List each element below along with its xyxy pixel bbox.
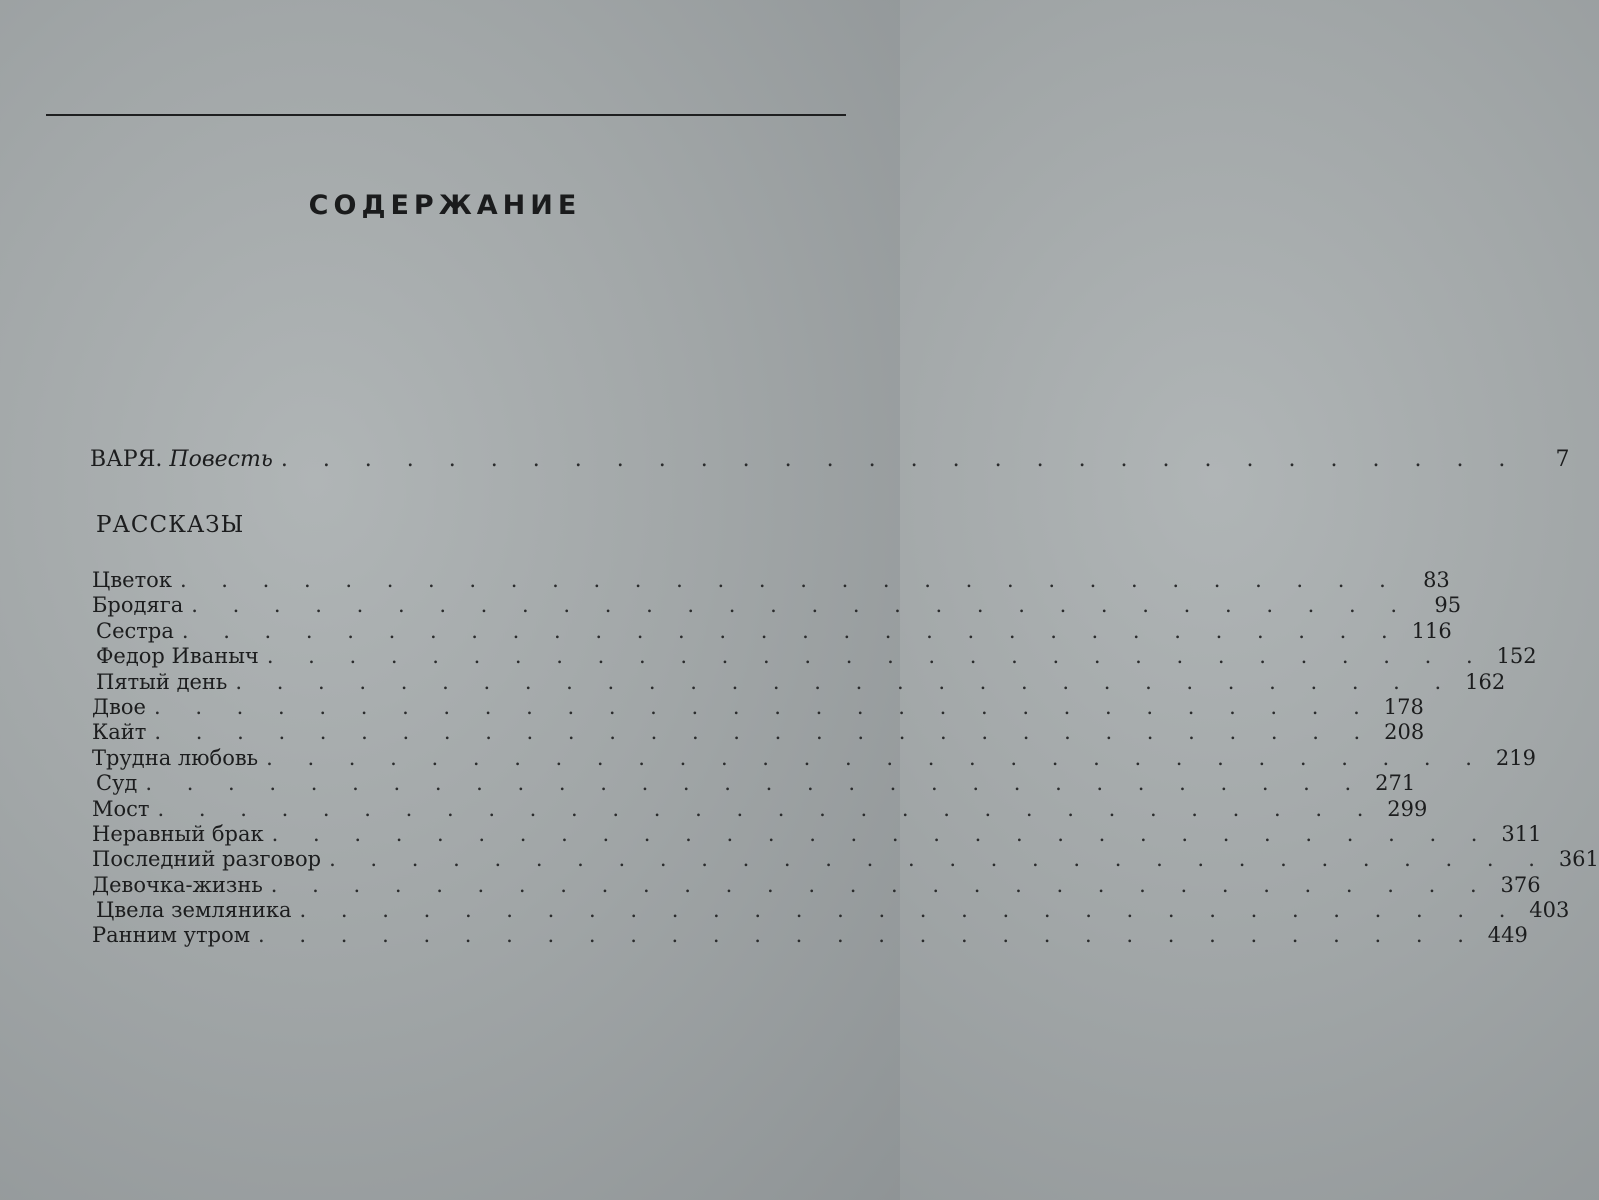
toc-entry-title: Федор Иваныч xyxy=(96,644,259,669)
toc-page-number: 219 xyxy=(1495,745,1536,770)
toc-page-number: 178 xyxy=(1383,694,1424,719)
toc-page-number: 376 xyxy=(1500,872,1541,897)
toc-entry-title: Цвела земляника xyxy=(96,898,292,923)
dot-leader: . . . . . . . . . . . . . . . . . . . . . . . . . . . . . . xyxy=(258,923,1478,948)
toc-page-number: 208 xyxy=(1384,720,1425,745)
toc-page-number: 311 xyxy=(1501,821,1542,846)
dot-leader: . . . . . . . . . . . . . . . . . . . . . . . . . . . . . . xyxy=(280,447,1520,472)
dot-leader: . . . . . . . . . . . . . . . . . . . . . . . . . . . . . . xyxy=(145,771,1366,796)
main-entry-subtitle: Повесть xyxy=(169,447,273,472)
dot-leader: . . . . . . . . . . . . . . . . . . . . . . . . . . . . . . xyxy=(191,593,1412,618)
dot-leader: . . . . . . . . . . . . . . . . . . . . . . . . . . . . . . xyxy=(157,796,1378,821)
toc-entry-title: Трудна любовь xyxy=(92,745,259,770)
toc-entry-title: Пятый день xyxy=(96,669,228,694)
main-entry-title: ВАРЯ. xyxy=(90,447,163,472)
toc-page-number: 271 xyxy=(1375,771,1416,796)
toc-entry-title: Ранним утром xyxy=(92,923,251,948)
toc-entry xyxy=(92,644,1537,669)
toc-entry-title: Кайт xyxy=(92,720,147,745)
page-title: СОДЕРЖАНИЕ xyxy=(308,190,582,221)
dot-leader: . . . . . . . . . . . . . . . . . . . . . . . . . . . . . . xyxy=(181,618,1402,643)
dot-leader: . . . . . . . . . . . . . . . . . . . . . . . . . . . . . . xyxy=(329,847,1549,872)
toc-page-number: 7 xyxy=(1555,447,1570,472)
dot-leader: . . . . . . . . . . . . . . . . . . . . . . . . . . . . . . xyxy=(270,872,1491,897)
toc-entry xyxy=(92,568,1450,593)
toc-page-number: 361 xyxy=(1558,847,1599,872)
dot-leader: . . . . . . . . . . . . . . . . . . . . . . . . . . . . . . xyxy=(153,694,1374,719)
toc-page-number: 299 xyxy=(1387,796,1428,821)
toc-entry-title xyxy=(90,446,281,474)
top-rule xyxy=(46,114,846,116)
toc-entry xyxy=(92,847,1599,872)
toc-entry-main xyxy=(90,446,1570,474)
dot-leader: . . . . . . . . . . . . . . . . . . . . . . . . . . . . . . xyxy=(154,720,1375,745)
toc-entry-title: Неравный брак xyxy=(92,821,264,846)
toc-story-list xyxy=(92,568,1599,949)
toc-entry xyxy=(92,898,1570,923)
toc-entry-title: Цветок xyxy=(92,568,172,592)
toc-entry xyxy=(92,821,1542,847)
section-heading: РАССКАЗЫ xyxy=(96,512,245,538)
toc-entry xyxy=(92,796,1428,822)
toc-entry xyxy=(92,669,1506,695)
toc-page-number: 83 xyxy=(1423,568,1450,592)
toc-entry-title: Бродяга xyxy=(92,593,184,618)
toc-page-number: 152 xyxy=(1496,644,1537,669)
dot-leader: . . . . . . . . . . . . . . . . . . . . . . . . . . . . . . xyxy=(266,644,1487,669)
toc-entry-title: Мост xyxy=(92,796,150,821)
toc-page-number: 449 xyxy=(1487,923,1528,948)
dot-leader: . . . . . . . . . . . . . . . . . . . . . . . . . . . . . . xyxy=(266,745,1486,770)
toc-entry-title: Суд xyxy=(96,771,138,796)
toc-entry xyxy=(92,694,1424,720)
toc-entry xyxy=(92,771,1416,796)
toc-entry-title: Сестра xyxy=(96,618,174,643)
toc-entry-title: Двое xyxy=(92,694,146,719)
toc-page-number: 403 xyxy=(1529,898,1570,923)
toc-entry xyxy=(92,872,1541,898)
toc-page-number: 95 xyxy=(1434,593,1462,618)
dot-leader: . . . . . . . . . . . . . . . . . . . . . . . . . . . . . . xyxy=(271,821,1492,846)
dot-leader: . . . . . . . . . . . . . . . . . . . . . . . . . . . . . . xyxy=(179,568,1400,592)
dot-leader: . . . . . . . . . . . . . . . . . . . . . . . . . . . . . . xyxy=(235,669,1456,694)
toc-entry-title: Последний разговор xyxy=(92,847,322,872)
toc-entry xyxy=(92,593,1462,618)
toc-page-number: 116 xyxy=(1411,618,1452,643)
toc-page-number: 162 xyxy=(1465,669,1506,694)
toc-entry xyxy=(92,618,1452,644)
toc-entry-title: Девочка-жизнь xyxy=(92,872,263,897)
toc-entry xyxy=(92,923,1528,948)
dot-leader: . . . . . . . . . . . . . . . . . . . . . . . . . . . . . . xyxy=(299,898,1520,923)
toc-entry xyxy=(92,745,1536,771)
toc-entry xyxy=(92,720,1425,745)
